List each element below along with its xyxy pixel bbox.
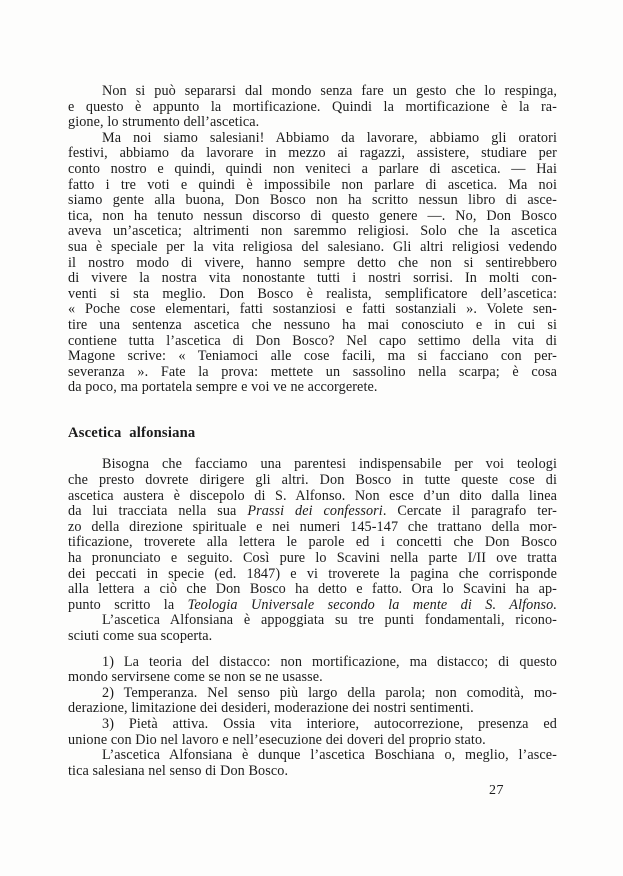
paragraph bbox=[68, 131, 557, 396]
text-line: conto nostro e quindi, quindi non veniteci a parlare di ascetica. — Hai bbox=[68, 160, 557, 177]
page-number: 27 bbox=[489, 783, 504, 798]
text-line: fatto i tre voti e quindi è impossibile non parlare di ascetica. Ma noi bbox=[68, 176, 557, 193]
text-line: Non si può separarsi dal mondo senza fare un gesto che lo respinga, bbox=[102, 83, 557, 99]
text-line: ha pronunciato e seguito. Così pure lo Scavini nella parte I/II ove tratta bbox=[68, 550, 557, 567]
text-line: tica, non ha tenuto nessun discorso di questo genere —. No, Don Bosco bbox=[68, 207, 557, 224]
text-line: dei peccati in specie (ed. 1847) e vi troverete la pagina che corrisponde bbox=[68, 565, 557, 582]
paragraph bbox=[68, 717, 557, 748]
text-line: da lui tracciata nella sua Prassi dei confessori. Cercate il paragrafo ter- bbox=[68, 503, 557, 520]
text-line: Ma noi siamo salesiani! Abbiamo da lavorare, abbiamo gli oratori bbox=[102, 129, 557, 146]
text-line: derazione, limitazione dei desideri, moderazione dei nostri sentimenti. bbox=[68, 700, 474, 717]
text-line: sua è speciale per la vita religiosa del salesiano. Gli altri religiosi vedendo bbox=[68, 238, 557, 255]
text-line: venti si sta meglio. Don Bosco è realista, semplificatore dell’ascetica: bbox=[68, 285, 557, 302]
italic-title: Teologia Universale secondo la mente di S. Alfonso. bbox=[187, 596, 557, 613]
text-line: zo della direzione spirituale e nei numeri 145-147 che trattano della mor- bbox=[68, 518, 557, 535]
text-line: tire una sentenza ascetica che nessuno ha mai conosciuto e in cui si bbox=[68, 316, 557, 333]
text-line: contiene tutta l’ascetica di Don Bosco? Nel capo settimo della vita di bbox=[68, 332, 557, 349]
text-line: tica salesiana nel senso di Don Bosco. bbox=[68, 762, 289, 779]
text-line: tificazione, troverete alla lettera le parole ed i concetti che Don Bosco bbox=[68, 534, 557, 551]
text-line: che presto dovrete dirigere gli altri. Don Bosco in tutte queste cose di bbox=[68, 472, 557, 489]
text-line: unione con Dio nel lavoro e nell’esecuzione dei doveri del proprio stato. bbox=[68, 731, 486, 748]
text-line: « Poche cose elementari, fatti sostanziosi e fatti sostanziali ». Volete sen- bbox=[68, 301, 557, 318]
text-line: L’ascetica Alfonsiana è dunque l’ascetica Boschiana o, meglio, l’asce- bbox=[102, 747, 557, 764]
text-line: alla lettera a ciò che Don Bosco ha detto e fatto. Ora lo Scavini ha ap- bbox=[68, 581, 557, 598]
text-line: da poco, ma portatela sempre e voi ve ne accorgerete. bbox=[68, 379, 378, 396]
section-heading: Ascetica alfonsiana bbox=[68, 424, 196, 441]
text-line: L’ascetica Alfonsiana è appoggiata su tre punti fondamentali, ricono- bbox=[102, 612, 557, 629]
text-line: Magone scrive: « Teniamoci alle cose facili, ma si facciano con per- bbox=[68, 348, 557, 365]
text-line: aveva un’ascetica; altrimenti non saremmo religiosi. Solo che la ascetica bbox=[68, 223, 557, 240]
paragraph bbox=[68, 748, 557, 779]
text-line: gione, lo strumento dell’ascetica. bbox=[68, 114, 260, 131]
text-line: ascetica austera è discepolo di S. Alfonso. Non esce d’un dito dalla linea bbox=[68, 487, 557, 504]
text-line: siamo gente alla buona, Don Bosco non ha scritto nessun libro di asce- bbox=[68, 192, 557, 209]
text-line: di vivere la nostra vita nonostante tutti i nostri sorrisi. In molti con- bbox=[68, 270, 557, 287]
paragraph bbox=[68, 613, 557, 644]
text-line: festivi, abbiamo da lavorare in mezzo ai ragazzi, assistere, studiare per bbox=[68, 145, 557, 162]
text-line: il nostro modo di vivere, hanno sempre detto che non si sentirebbero bbox=[68, 254, 557, 271]
paragraph bbox=[68, 655, 557, 686]
paragraph bbox=[68, 84, 557, 131]
text-line: e questo è appunto la mortificazione. Quindi la mortificazione è la ra- bbox=[68, 98, 557, 115]
text-line: Bisogna che facciamo una parentesi indispensabile per voi teologi bbox=[102, 456, 557, 473]
text-line: 2) Temperanza. Nel senso più largo della parola; non comodità, mo- bbox=[102, 684, 557, 701]
paragraph bbox=[68, 686, 557, 717]
text-block bbox=[68, 84, 557, 779]
italic-title: Prassi dei confessori bbox=[247, 503, 383, 520]
text-line: severanza ». Fate la prova: mettete un sassolino nella scarpa; è cosa bbox=[68, 363, 557, 380]
text-line: punto scritto la Teologia Universale secondo la mente di S. Alfonso. bbox=[68, 596, 557, 613]
text-line: mondo servirsene come se non se ne usasse. bbox=[68, 669, 323, 686]
text-line: sciuti come sua scoperta. bbox=[68, 628, 213, 644]
paragraph bbox=[68, 457, 557, 613]
text-line: 3) Pietà attiva. Ossia vita interiore, autocorrezione, presenza ed bbox=[102, 715, 557, 732]
text-line: 1) La teoria del distacco: non mortificazione, ma distacco; di questo bbox=[102, 653, 557, 670]
